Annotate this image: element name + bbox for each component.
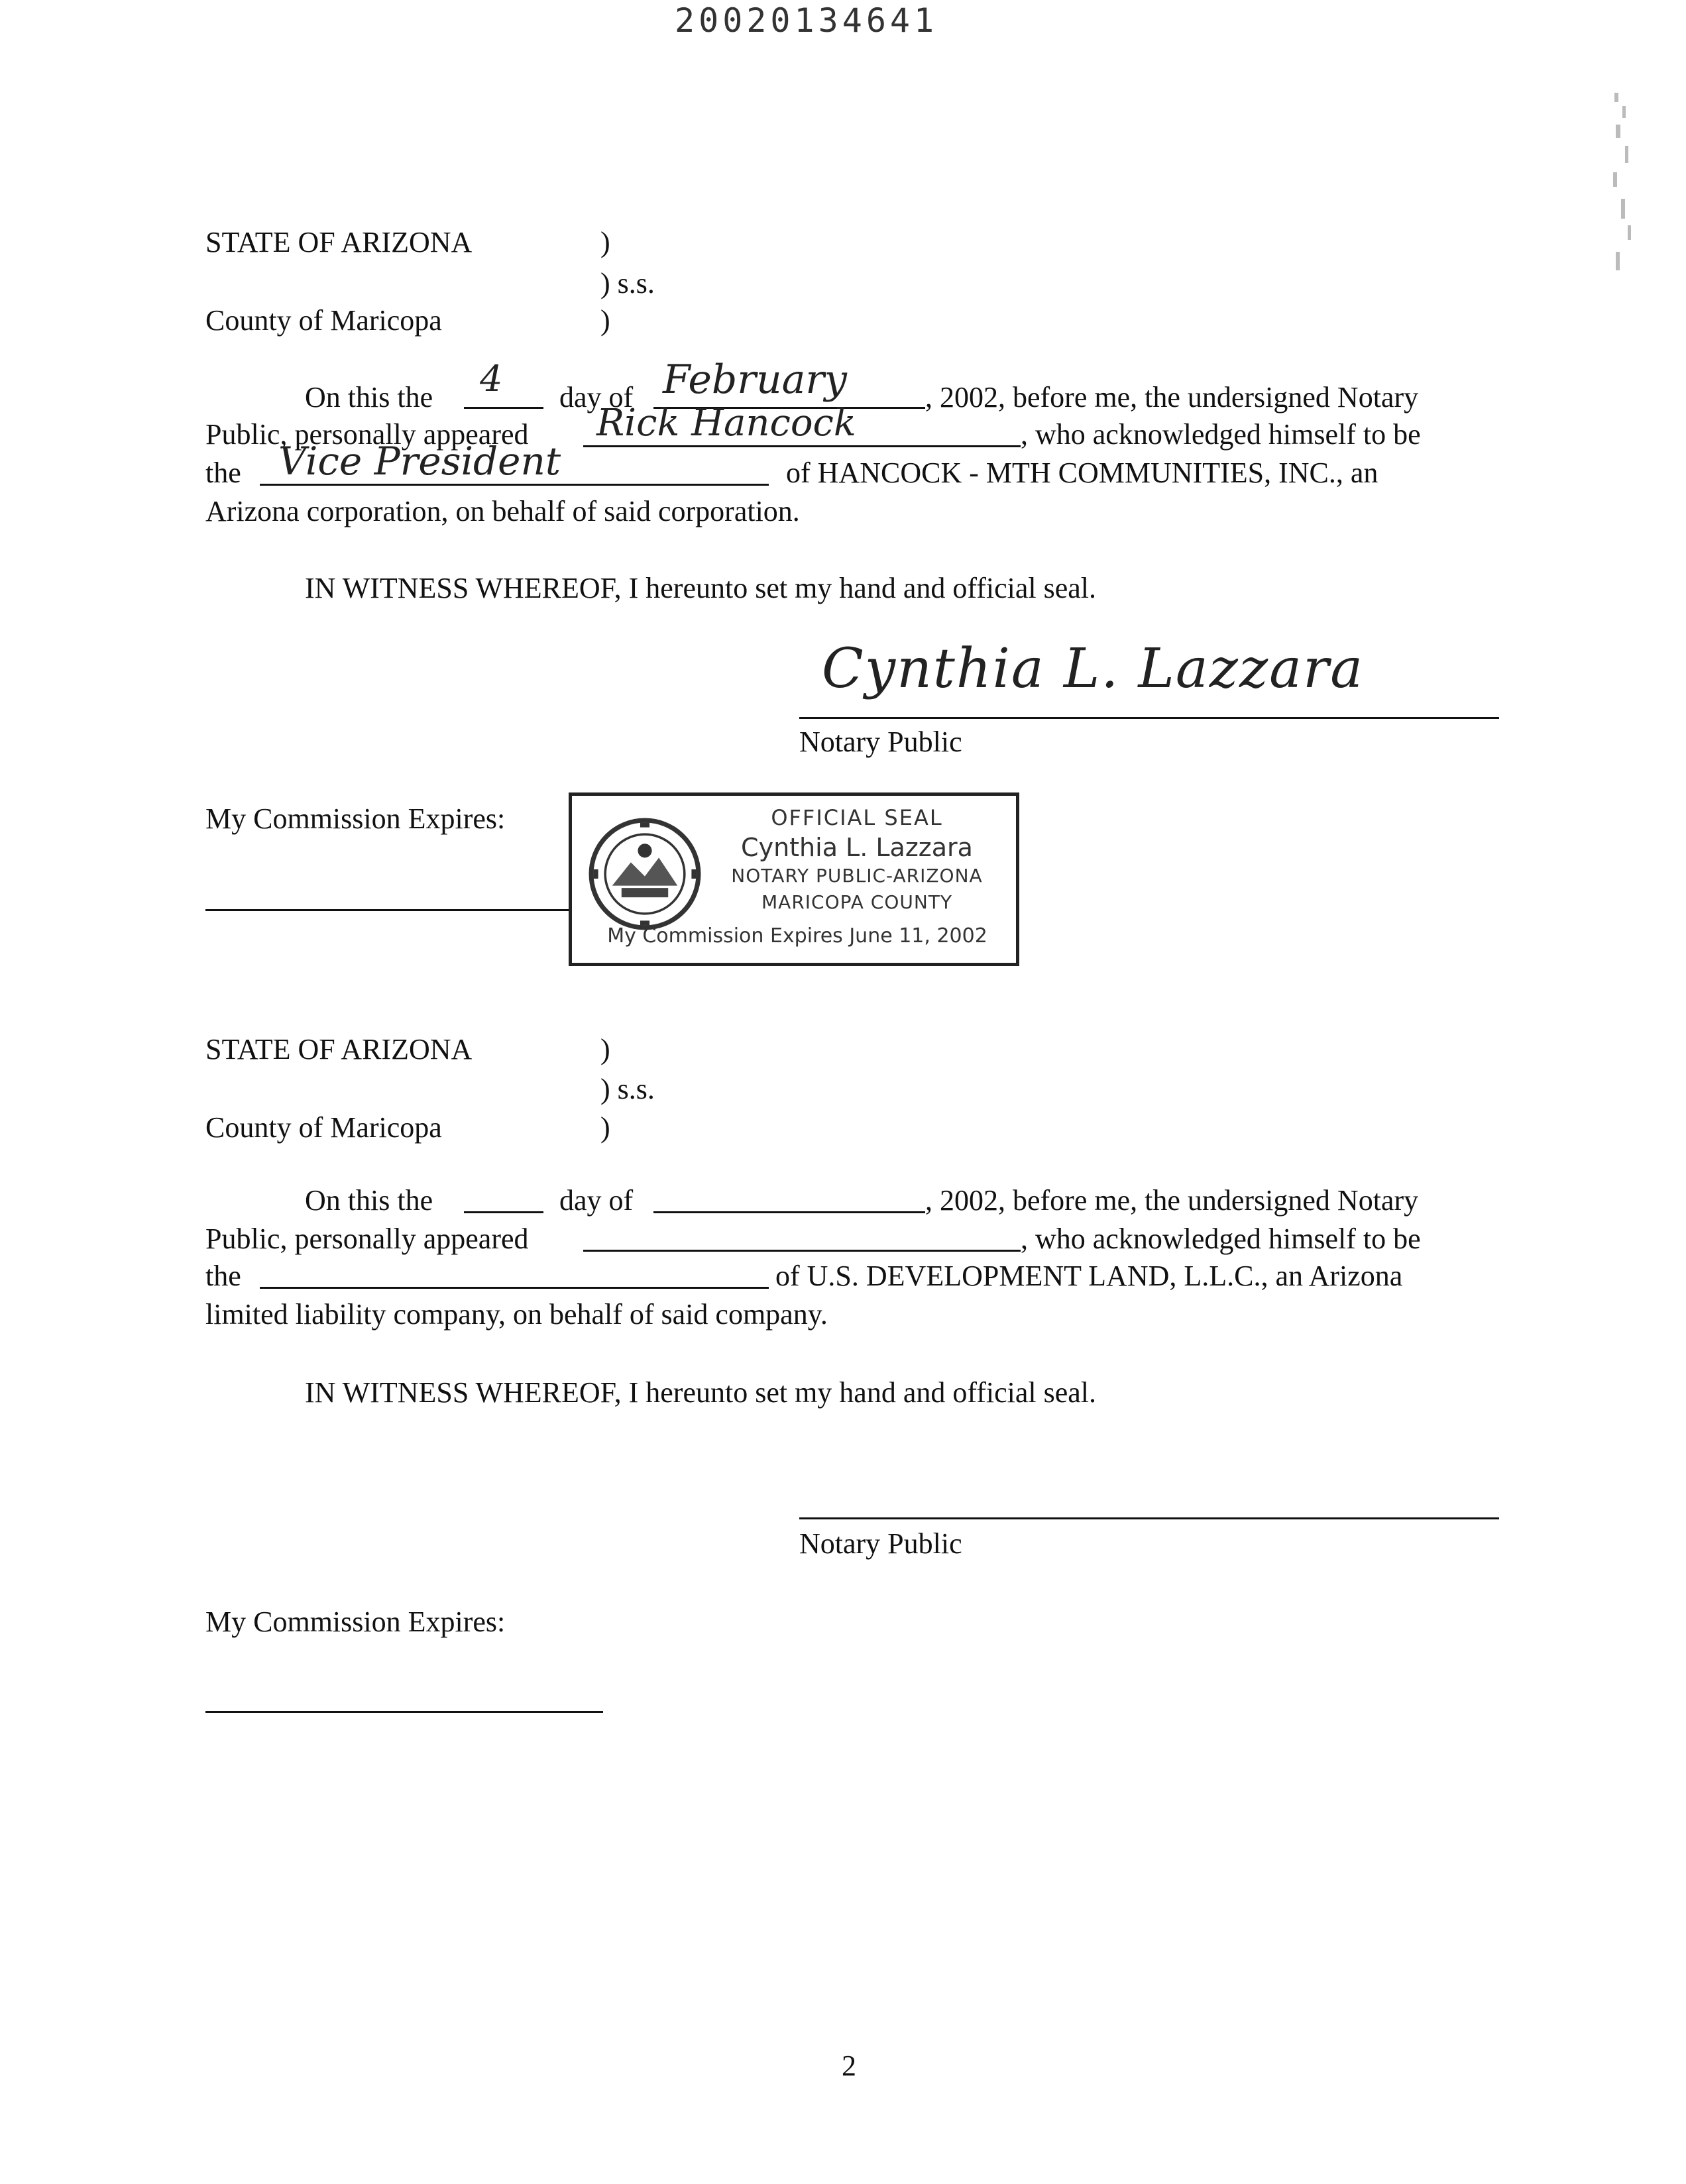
witness-clause-1: IN WITNESS WHEREOF, I hereunto set my hand and official seal. — [305, 572, 1097, 604]
county-heading-2: County of Maricopa — [205, 1111, 442, 1144]
name-blank-1 — [583, 445, 1021, 447]
handwritten-name: Rick Hancock — [596, 402, 856, 445]
ack2-line3-b: of U.S. DEVELOPMENT LAND, L.L.C., an Arizona — [775, 1260, 1403, 1292]
title-blank-1 — [260, 484, 769, 486]
venue-ss-1: ) s.s. — [600, 267, 655, 300]
ack-line4: Arizona corporation, on behalf of said corporation. — [205, 495, 800, 527]
seal-line-county: MARICOPA COUNTY — [761, 891, 952, 913]
handwritten-title: Vice President — [278, 439, 561, 484]
ack-line3-a: the — [205, 457, 241, 489]
ack2-line4: limited liability company, on behalf of said company. — [205, 1298, 828, 1331]
venue-paren-2a: ) — [600, 1033, 610, 1065]
ack2-line1-a: On this the — [305, 1184, 433, 1217]
scan-artifact — [1608, 93, 1641, 292]
ack-line3-b: of HANCOCK - MTH COMMUNITIES, INC., an — [786, 457, 1378, 489]
seal-line-official: OFFICIAL SEAL — [771, 805, 943, 830]
commission-blank-2 — [205, 1711, 603, 1713]
state-heading-2: STATE OF ARIZONA — [205, 1033, 473, 1065]
state-heading-1: STATE OF ARIZONA — [205, 226, 473, 258]
ack-line1-c: , 2002, before me, the undersigned Notary — [925, 381, 1419, 413]
ack2-line3-a: the — [205, 1260, 241, 1292]
signature-line-2 — [799, 1517, 1499, 1519]
handwritten-month: February — [663, 356, 847, 403]
commission-label-2: My Commission Expires: — [205, 1606, 506, 1638]
signature-line-1 — [799, 717, 1499, 719]
venue-paren-1a: ) — [600, 226, 610, 258]
ack2-line2-b: , who acknowledged himself to be — [1021, 1223, 1421, 1255]
venue-paren-1c: ) — [600, 304, 610, 337]
ack-line1-b: day of — [559, 381, 634, 413]
ack-line1-a: On this the — [305, 381, 433, 413]
county-heading-1: County of Maricopa — [205, 304, 442, 337]
month-blank-2 — [653, 1211, 925, 1213]
name-blank-2 — [583, 1250, 1021, 1252]
venue-ss-2: ) s.s. — [600, 1073, 655, 1105]
ack2-line1-b: day of — [559, 1184, 634, 1217]
venue-paren-2c: ) — [600, 1111, 610, 1144]
seal-line-title: NOTARY PUBLIC-ARIZONA — [731, 865, 983, 887]
notary-public-label-1: Notary Public — [799, 726, 962, 758]
ack2-line1-c: , 2002, before me, the undersigned Notary — [925, 1184, 1419, 1217]
notary-signature: Cynthia L. Lazzara — [822, 637, 1365, 700]
notary-seal-stamp — [569, 792, 1019, 966]
witness-clause-2: IN WITNESS WHEREOF, I hereunto set my hand and official seal. — [305, 1376, 1097, 1409]
title-blank-2 — [260, 1287, 769, 1289]
handwritten-day: 4 — [480, 358, 503, 400]
seal-line-expiry: My Commission Expires June 11, 2002 — [607, 924, 987, 948]
notary-public-label-2: Notary Public — [799, 1527, 962, 1560]
day-blank-1 — [464, 407, 543, 409]
seal-line-name: Cynthia L. Lazzara — [741, 833, 973, 862]
day-blank-2 — [464, 1211, 543, 1213]
commission-blank-1 — [205, 909, 603, 911]
arizona-state-seal-icon — [587, 816, 703, 932]
commission-label-1: My Commission Expires: — [205, 802, 506, 835]
ack-line2-a: Public, personally appeared — [205, 418, 529, 451]
ack2-line2-a: Public, personally appeared — [205, 1223, 529, 1255]
record-number: 20020134641 — [675, 1, 938, 40]
page-number: 2 — [842, 2049, 856, 2082]
ack-line2-b: , who acknowledged himself to be — [1021, 418, 1421, 451]
